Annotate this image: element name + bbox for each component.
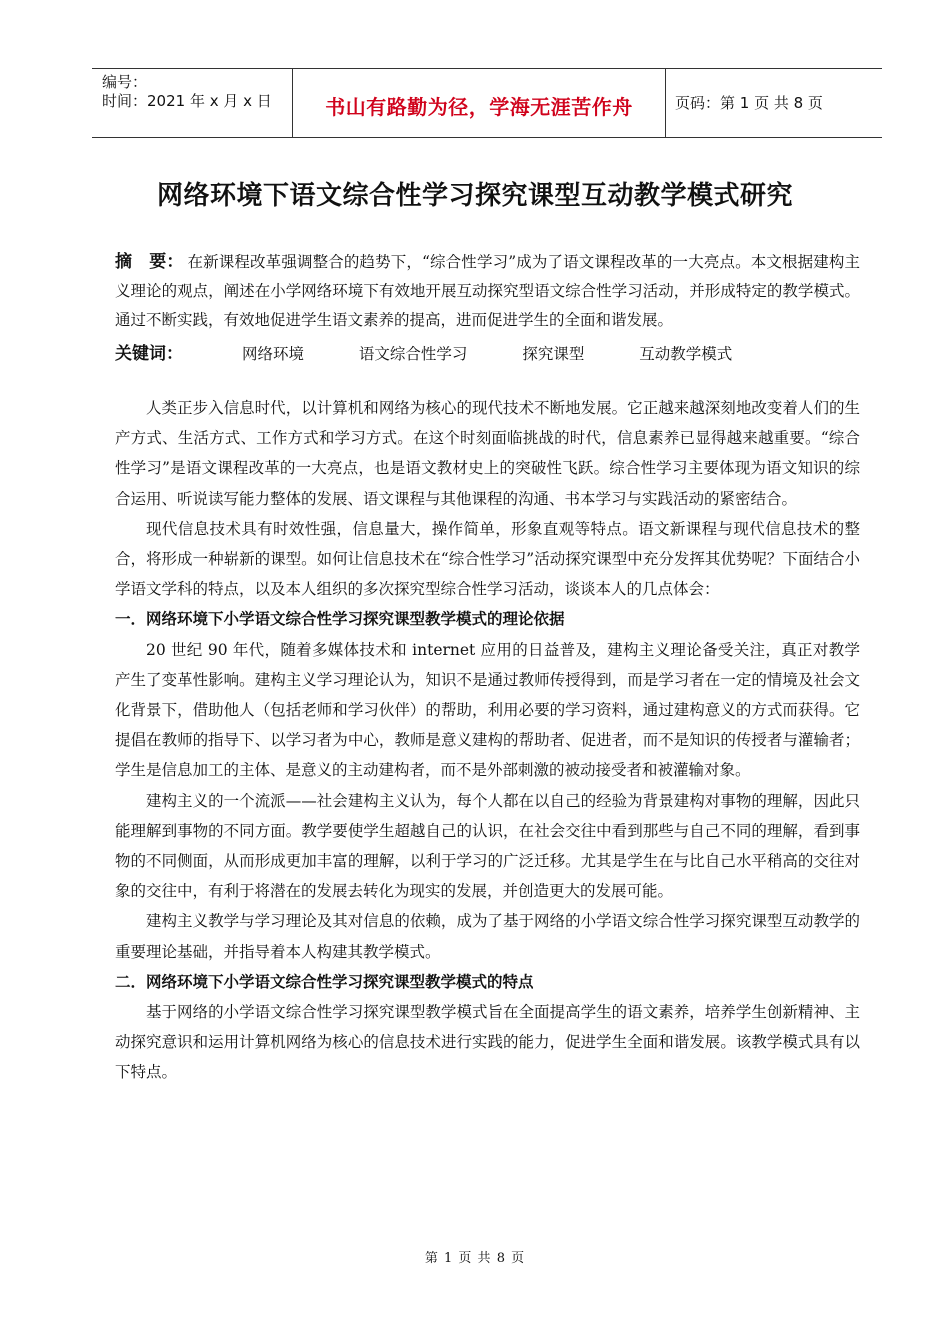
header-motto-cell	[292, 69, 666, 137]
section-heading: 二．网络环境下小学语文综合性学习探究课型教学模式的特点	[115, 972, 534, 991]
keywords-label: 关键词：	[115, 344, 183, 364]
document-title: 网络环境下语文综合性学习探究课型互动教学模式研究	[156, 181, 793, 211]
page-footer: 第 1 页 共 8 页	[424, 1251, 526, 1266]
paragraph: 人类正步入信息时代，以计算机和网络为核心的现代技术不断地发展。它正越来越深刻地改变着人们的生产方式、生活方式、工作方式和学习方式。在这个时刻面临挑战的时代，信息素养已显得越来越重要。“综合性学习”是语文课程改革的一大亮点，也是语文教材史上的突破性飞跃。综合性学习主要体现为语文知识的综合运用、听说读写能力整体的发展、语文课程与其他课程的沟通、书本学习与实践活动的紧密结合。	[115, 399, 860, 508]
paragraph: 基于网络的小学语文综合性学习探究课型教学模式旨在全面提高学生的语文素养，培养学生创新精神、主动探究意识和运用计算机网络为核心的信息技术进行实践的能力，促进学生全面和谐发展。该教学模式具有以下特点。	[115, 1003, 860, 1082]
header-page-info: 页码：第 1 页 共 8 页	[675, 94, 823, 112]
abstract-text: 在新课程改革强调整合的趋势下，“综合性学习”成为了语文课程改革的一大亮点。本文根据建构主义理论的观点，阐述在小学网络环境下有效地开展互动探究型语文综合性学习活动，并形成特定的教学模式。通过不断实践，有效地促进学生语文素养的提高，进而促进学生的全面和谐发展。	[115, 253, 861, 329]
paragraph: 20 世纪 90 年代，随着多媒体技术和 internet 应用的日益普及，建构主义理论备受关注，真正对教学产生了变革性影响。建构主义学习理论认为，知识不是通过教师传授得到，而是学习者在一定的情境及社会文化背景下，借助他人（包括老师和学习伙伴）的帮助，利用必要的学习资料，通过建构意义的方式而获得。它提倡在教师的指导下、以学习者为中心，教师是意义建构的帮助者、促进者，而不是知识的传授者与灌输者；学生是信息加工的主体、是意义的主动建构者，而不是外部刺激的被动接受者和被灌输对象。	[115, 640, 860, 780]
keyword: 网络环境	[241, 345, 304, 363]
document-body	[115, 393, 860, 1088]
abstract	[115, 248, 860, 335]
paragraph: 现代信息技术具有时效性强，信息量大，操作简单，形象直观等特点。语文新课程与现代信息技术的整合，将形成一种崭新的课型。如何让信息技术在“综合性学习”活动探究课型中充分发挥其优势呢？下面结合小学语文学科的特点，以及本人组织的多次探究型综合性学习活动，谈谈本人的几点体会：	[115, 519, 860, 599]
keywords	[115, 340, 860, 368]
paragraph: 建构主义教学与学习理论及其对信息的依赖，成为了基于网络的小学语文综合性学习探究课型互动教学的重要理论基础，并指导着本人构建其教学模式。	[115, 912, 860, 961]
header-page-cell	[665, 69, 882, 137]
keyword: 探究课型	[522, 345, 585, 363]
document-id-label: 编号：	[102, 73, 148, 91]
keyword: 语文综合性学习	[358, 345, 468, 363]
paragraph: 建构主义的一个流派——社会建构主义认为，每个人都在以自己的经验为背景建构对事物的理解，因此只能理解到事物的不同方面。教学要使学生超越自己的认识，在社会交往中看到那些与自己不同的理解，看到事物的不同侧面，从而形成更加丰富的理解，以利于学习的广泛迁移。尤其是学生在与比自己水平稍高的交往对象的交往中，有利于将潜在的发展去转化为现实的发展，并创造更大的发展可能。	[115, 791, 860, 901]
keyword: 互动教学模式	[639, 345, 733, 363]
abstract-label: 摘 要：	[115, 252, 184, 272]
document-time: 时间：2021 年 x 月 x 日	[102, 92, 272, 110]
motto: 书山有路勤为径，学海无涯苦作舟	[325, 95, 633, 119]
header-meta-cell	[92, 69, 292, 137]
section-heading: 一．网络环境下小学语文综合性学习探究课型教学模式的理论依据	[115, 610, 565, 629]
page-header	[92, 68, 882, 138]
